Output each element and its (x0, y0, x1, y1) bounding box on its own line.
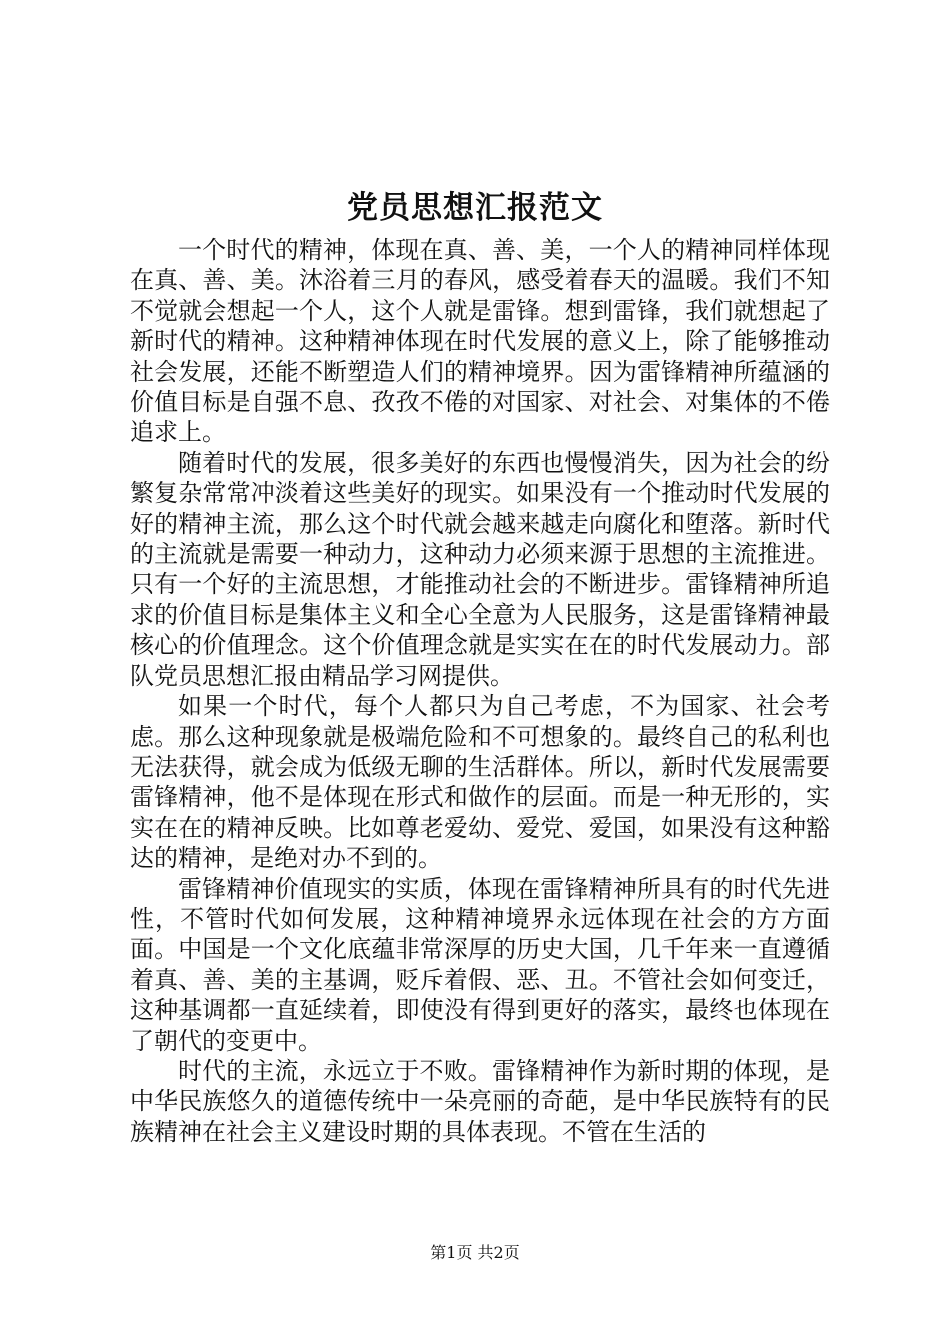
paragraph: 时代的主流，永远立于不败。雷锋精神作为新时期的体现，是中华民族悠久的道德传统中一朵亮丽的奇葩，是中华民族特有的民族精神在社会主义建设时期的具体表现。不管在生活的 (130, 1056, 830, 1146)
document-body (130, 235, 830, 1147)
document-title: 党员思想汇报范文 (347, 190, 603, 226)
paragraph: 一个时代的精神，体现在真、善、美，一个人的精神同样体现在真、善、美。沐浴着三月的春风，感受着春天的温暖。我们不知不觉就会想起一个人，这个人就是雷锋。想到雷锋，我们就想起了新时代的精神。这种精神体现在时代发展的意义上，除了能够推动社会发展，还能不断塑造人们的精神境界。因为雷锋精神所蕴涵的价值目标是自强不息、孜孜不倦的对国家、对社会、对集体的不倦追求上。 (130, 236, 830, 447)
paragraph: 随着时代的发展，很多美好的东西也慢慢消失，因为社会的纷繁复杂常常冲淡着这些美好的现实。如果没有一个推动时代发展的好的精神主流，那么这个时代就会越来越走向腐化和堕落。新时代的主流就是需要一种动力，这种动力必须来源于思想的主流推进。只有一个好的主流思想，才能推动社会的不断进步。雷锋精神所追求的价值目标是集体主义和全心全意为人民服务，这是雷锋精神最核心的价值理念。这个价值理念就是实实在在的时代发展动力。部队党员思想汇报由精品学习网提供。 (130, 448, 830, 690)
paragraph: 雷锋精神价值现实的实质，体现在雷锋精神所具有的时代先进性，不管时代如何发展，这种精神境界永远体现在社会的方方面面。中国是一个文化底蕴非常深厚的历史大国，几千年来一直遵循着真、善、美的主基调，贬斥着假、恶、丑。不管社会如何变迁，这种基调都一直延续着，即使没有得到更好的落实，最终也体现在了朝代的变更中。 (130, 874, 830, 1055)
paragraph: 如果一个时代，每个人都只为自己考虑，不为国家、社会考虑。那么这种现象就是极端危险和不可想象的。最终自己的私利也无法获得，就会成为低级无聊的生活群体。所以，新时代发展需要雷锋精神，他不是体现在形式和做作的层面。而是一种无形的，实实在在的精神反映。比如尊老爱幼、爱党、爱国，如果没有这种豁达的精神，是绝对办不到的。 (130, 692, 830, 873)
page-footer: 第1页 共2页 (430, 1243, 520, 1262)
